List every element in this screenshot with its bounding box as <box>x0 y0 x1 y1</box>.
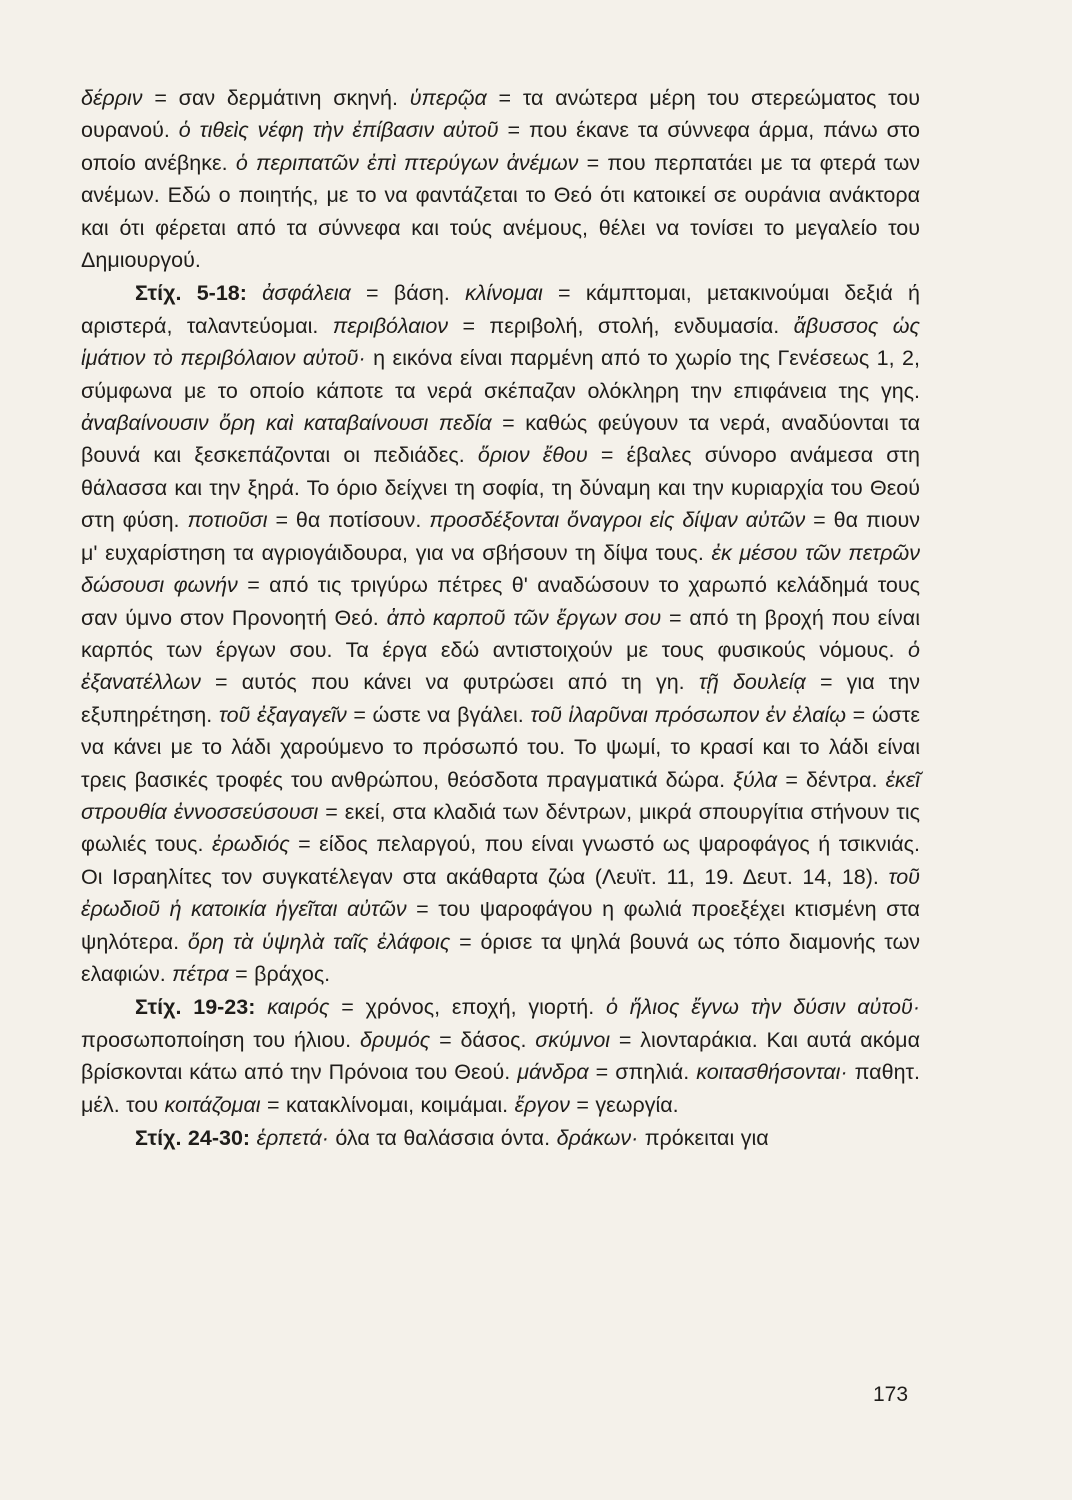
greek-term: κοιτάζομαι <box>164 1092 261 1117</box>
greek-term: ἄβυσσος ὡς ἱμάτιον τὸ περιβόλαιον αὐτοῦ· <box>81 313 920 371</box>
greek-term: σκύμνοι <box>535 1027 611 1052</box>
text-run: = κατακλίνομαι, κοιμάμαι. <box>260 1092 515 1117</box>
text-run: = από τη βροχή που είναι καρπός των έργων σου. Τα έργα εδώ αντιστοιχούν με τους φυσικούς νόμους. <box>81 605 920 662</box>
greek-term: ἀσφάλεια <box>262 281 351 306</box>
greek-term: πέτρα <box>172 961 229 986</box>
greek-term: ὁ τιθεὶς νέφη τὴν ἐπίβασιν αὐτοῦ <box>178 118 499 143</box>
greek-term: δράκων· <box>556 1126 639 1150</box>
greek-term: τοῦ ἐρωδιοῦ ἡ κατοικία ἡγεῖται αὐτῶν <box>81 864 920 922</box>
greek-term: ποτιοῦσι <box>187 508 268 533</box>
text-run: = καθώς φεύγουν τα νερά, αναδύονται τα βουνά και ξεσκεπάζονται οι πεδιάδες. <box>81 411 920 468</box>
text-run: = του ψαροφάγου η φωλιά προεξέχει κτισμένη στα ψηλότερα. <box>81 897 920 954</box>
text-run: = είδος πελαργού, που είναι γνωστό ως ψαροφάγος ή τσικνιάς. Οι Ισραηλίτες τον συγκατέλεγαν στα ακάθαρτα ζώα (Λευϊτ. 11, 19. Δευτ. 14, 18). <box>81 832 920 889</box>
text-run: = χρόνος, εποχή, γιορτή. <box>329 995 606 1020</box>
verse-reference: Στίχ. 5-18: <box>135 281 247 306</box>
text-run: = βράχος. <box>228 961 331 986</box>
paragraph <box>81 991 920 1121</box>
greek-term: ἐκεῖ στρουθία ἐννοσσεύσουσι <box>81 767 920 824</box>
text-run: = σαν δερμάτινη σκηνή. <box>142 86 410 110</box>
greek-term: ἀπὸ καρποῦ τῶν ἔργων σου <box>386 605 662 630</box>
text-run: = θα πιουν μ' ευχαρίστηση τα αγριογάιδουρα, για να σβήσουν τη δίψα τους. <box>81 508 920 565</box>
greek-term: ὁ ἥλιος ἔγνω τὴν δύσιν αὐτοῦ· <box>605 995 920 1020</box>
text-run: = ώστε να βγάλει. <box>346 702 531 727</box>
text-run: = θα ποτίσουν. <box>267 508 430 533</box>
text-run: = που περπατάει με τα φτερά των ανέμων. Εδώ ο ποιητής, με το να φαντάζεται το Θεό ότι κατοικεί σε ουράνια ανάκτορα και ότι φέρεται από τα σύννεφα και τούς ανέμους, θέλει να τονίσει το μεγαλείο του Δημιουργού. <box>81 150 920 273</box>
text-run: = εκεί, στα κλαδιά των δέντρων, μικρά σπουργίτια στήνουν τις φωλιές τους. <box>81 799 920 857</box>
greek-term: καιρός <box>267 995 330 1020</box>
greek-term: ὁ ἐξανατέλλων <box>81 637 920 695</box>
greek-term: τοῦ ἱλαρῦναι πρόσωπον ἐν ἐλαίῳ <box>530 702 847 727</box>
body-text <box>81 82 920 1154</box>
verse-reference: Στίχ. 24-30: <box>135 1126 251 1150</box>
greek-term: τοῦ ἐξαγαγεῖν <box>218 702 347 727</box>
verse-reference: Στίχ. 19-23: <box>135 995 256 1020</box>
text-run: = δάσος. <box>430 1027 536 1052</box>
greek-term: ὑπερῷα <box>409 86 487 110</box>
text-run: = τα ανώτερα μέρη του στερεώματος του ουρανού. <box>81 86 920 143</box>
greek-term: περιβόλαιον <box>332 313 449 338</box>
greek-term: δέρριν <box>81 86 143 110</box>
greek-term: ὁ περιπατῶν ἐπὶ πτερύγων ἀνέμων <box>235 150 579 175</box>
paragraph <box>81 1122 920 1154</box>
text-run <box>247 281 262 305</box>
text-run: = βάση. <box>350 281 466 306</box>
greek-term: κοιτασθήσονται· <box>696 1060 848 1085</box>
text-run: = έβαλες σύνορο ανάμεσα στη θάλασσα και την ξηρά. Το όριο δείχνει τη σοφία, τη δύναμη και την κυριαρχία του Θεού στη φύση. <box>81 443 920 533</box>
text-run: = που έκανε τα σύννεφα άρμα, πάνω στο οποίο ανέβηκε. <box>81 118 920 175</box>
greek-term: ἀναβαίνουσιν ὄρη καὶ καταβαίνουσι πεδία <box>81 411 492 436</box>
paragraph <box>81 82 920 276</box>
text-run: = όρισε τα ψηλά βουνά ως τόπο διαμονής των ελαφιών. <box>81 929 921 986</box>
text-run: πρόκειται για <box>638 1126 769 1150</box>
text-run: = από τις τριγύρω πέτρες θ' αναδώσουν το χαρωπό κελάδημά τους σαν ύμνο στον Προνοητή Θεό. <box>81 573 920 630</box>
greek-term: ἐκ μέσου τῶν πετρῶν δώσουσι φωνήν <box>81 540 920 598</box>
text-run: = γεωργία. <box>569 1092 679 1117</box>
text-run: = λιονταράκια. Και αυτά ακόμα βρίσκονται κάτω από την Πρόνοια του Θεού. <box>81 1027 920 1085</box>
greek-term: τῇ δουλείᾳ <box>698 670 806 695</box>
text-run: = κάμπτομαι, μετακινούμαι δεξιά ή αριστερά, ταλαντεύομαι. <box>81 281 920 338</box>
greek-term: ἔργον <box>514 1092 570 1117</box>
greek-term: προσδέξονται ὄναγροι εἰς δίψαν αὐτῶν <box>429 508 806 533</box>
greek-term: ξύλα <box>733 767 778 792</box>
greek-term: ἑρπετά· <box>256 1126 329 1150</box>
greek-term: δρυμός <box>359 1027 431 1052</box>
text-run: = σπηλιά. <box>588 1060 697 1085</box>
paragraph <box>81 277 920 990</box>
text-run: όλα τα θαλάσσια όντα. <box>328 1126 557 1150</box>
text-run: = αυτός που κάνει να φυτρώσει από τη γη. <box>200 670 699 695</box>
text-run: = ώστε να κάνει με το λάδι χαρούμενο το πρόσωπό του. Το ψωμί, το κρασί και το λάδι είναι τρεις βασικές τροφές του ανθρώπου, θεόσδοτα πραγματικά δώρα. <box>81 702 920 792</box>
greek-term: μάνδρα <box>517 1060 589 1085</box>
text-run: = περιβολή, στολή, ενδυμασία. <box>448 313 794 338</box>
text-run <box>255 995 267 1019</box>
text-run: προσωποποίηση του ήλιου. <box>81 1027 360 1052</box>
greek-term: κλίνομαι <box>465 281 543 306</box>
text-run: = για την εξυπηρέτηση. <box>81 670 920 727</box>
text-run: η εικόνα είναι παρμένη από το χωρίο της Γενέσεως 1, 2, σύμφωνα με το οποίο κάποτε τα νερά σκέπαζαν ολόκληρη την επιφάνεια της γης. <box>81 346 920 403</box>
page-number: 173 <box>873 1383 909 1406</box>
text-run: = δέντρα. <box>777 767 886 792</box>
text-run: παθητ. μέλ. του <box>81 1060 920 1117</box>
greek-term: ὄρη τὰ ὑψηλὰ ταῖς ἐλάφοις <box>187 929 451 954</box>
greek-term: ἐρωδιός <box>212 832 290 857</box>
greek-term: ὅριον ἔθου <box>477 443 588 468</box>
